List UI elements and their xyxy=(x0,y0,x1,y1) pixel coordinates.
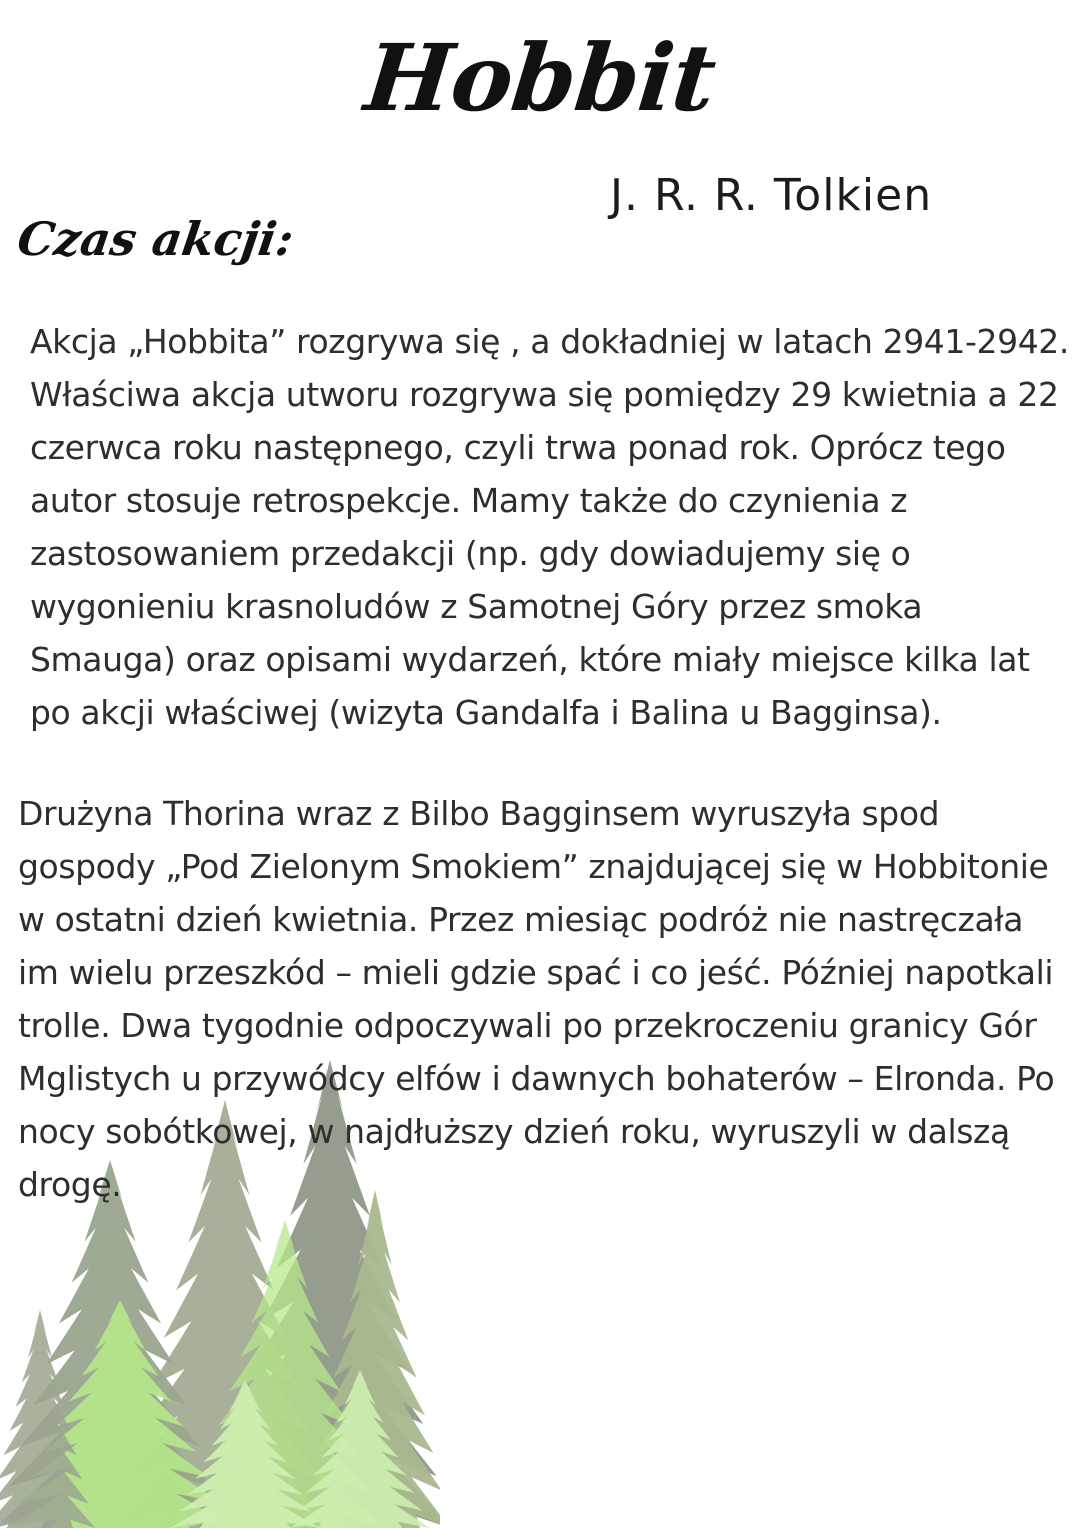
paragraph-1: Akcja „Hobbita” rozgrywa się , a dokładniej w latach 2941-2942. Właściwa akcja utworu rozgrywa się pomiędzy 29 kwietnia a 22 czerwca roku następnego, czyli trwa ponad rok. Oprócz tego autor stosuje retrospekcje. Mamy także do czynienia z zastosowaniem przedakcji (np. gdy dowiadujemy się o wygonieniu krasnoludów z Samotnej Góry przez smoka Smauga) oraz opisami wydarzeń, które miały miejsce kilka lat po akcji właściwej (wizyta Gandalfa i Balina u Bagginsa). xyxy=(30,322,1069,732)
page-title: Hobbit xyxy=(360,24,720,132)
paragraph-2: Drużyna Thorina wraz z Bilbo Bagginsem wyruszyła spod gospody „Pod Zielonym Smokiem” znajdującej się w Hobbitonie w ostatni dzień kwietnia. Przez miesiąc podróż nie nastręczała im wielu przeszkód – mieli gdzie spać i co jeść. Później napotkali trolle. Dwa tygodnie odpoczywali po przekroczeniu granicy Gór Mglistych u przywódcy elfów i dawnych bohaterów – Elronda. Po nocy sobótkowej, w najdłuższy dzień roku, wyruszyli w dalszą drogę. xyxy=(18,794,1055,1204)
author-name: J. R. R. Tolkien xyxy=(610,170,933,221)
section-heading: Czas akcji: xyxy=(14,212,298,266)
